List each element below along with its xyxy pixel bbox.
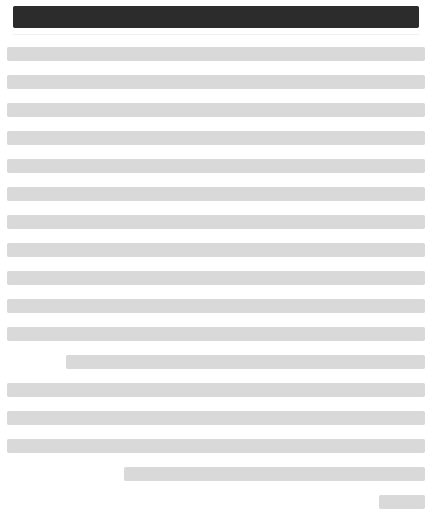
article-line [7, 327, 425, 341]
headline-text-line [13, 6, 419, 28]
article-line [7, 75, 425, 89]
article-line [7, 271, 425, 285]
article-line [7, 159, 425, 173]
article-line [7, 187, 425, 201]
article-line [7, 411, 425, 425]
article-line [7, 131, 425, 145]
article-body [7, 47, 425, 509]
article-line [379, 495, 425, 509]
article-line [7, 243, 425, 257]
article-headline [13, 6, 419, 35]
article-line [66, 355, 425, 369]
article-line [7, 299, 425, 313]
article-line [7, 103, 425, 117]
article-line [7, 47, 425, 61]
article-line [7, 439, 425, 453]
article-line [7, 215, 425, 229]
article-line [124, 467, 425, 481]
article-line [7, 383, 425, 397]
